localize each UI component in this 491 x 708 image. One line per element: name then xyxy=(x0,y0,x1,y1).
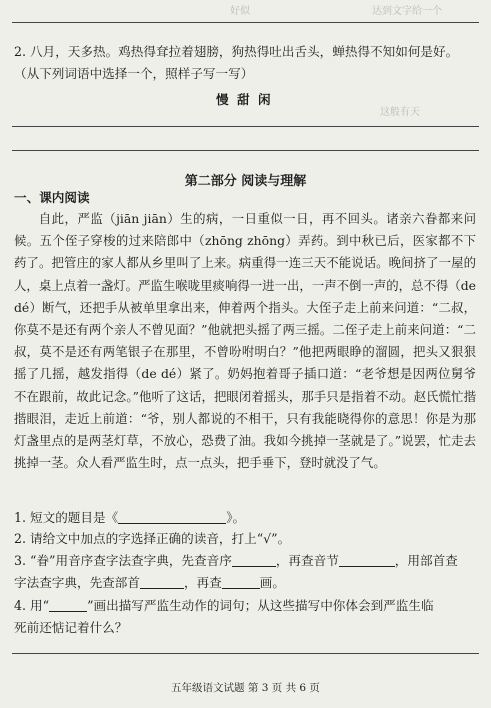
question-4-line1 xyxy=(14,598,434,614)
page-footer: 五年级语文试题 第 3 页 共 6 页 xyxy=(171,682,320,694)
answer-line xyxy=(12,653,479,654)
word-choices: 慢 甜 闲 xyxy=(216,92,273,107)
q3-part-e: ，再查 xyxy=(183,575,222,590)
answer-blank[interactable] xyxy=(339,554,395,567)
question-2-instruction: （从下列词语中选择一个，照样子写一写） xyxy=(14,66,254,81)
answer-blank[interactable] xyxy=(118,511,226,524)
q4-part-a: 4. 用“ xyxy=(14,598,50,613)
q3-part-c: ，用部首查 xyxy=(394,553,458,568)
question-2-reading: 2. 请给文中加点的字选择正确的读音，打上“√”。 xyxy=(14,531,291,546)
answer-line xyxy=(12,126,479,127)
answer-blank[interactable] xyxy=(49,599,87,612)
question-1 xyxy=(14,510,245,526)
bleed-through-text: 好似 xyxy=(230,6,250,17)
answer-line xyxy=(12,150,479,151)
answer-blank[interactable] xyxy=(222,576,260,589)
question-2-prompt: 2. 八月，天多热。鸡热得耷拉着翅膀，狗热得吐出舌头，蝉热得不知如何是好。 xyxy=(14,44,459,59)
q3-part-d: 字法查字典，先查部首 xyxy=(14,575,140,590)
q3-part-a: 3. “眷”用音序查字法查字典，先查音序 xyxy=(14,553,232,568)
answer-blank[interactable] xyxy=(232,554,276,567)
subsection-heading: 一、课内阅读 xyxy=(14,190,90,205)
q1-suffix: 》。 xyxy=(226,510,246,525)
question-4-line2: 死前还惦记着什么？ xyxy=(14,620,128,635)
bleed-through-text: 达到文字给一个 xyxy=(372,6,442,17)
answer-line xyxy=(12,22,479,23)
question-3-line1 xyxy=(14,553,458,569)
reading-passage: 自此，严监（jiān jiān）生的病，一日重似一日，再不回头。诸亲六眷都来问候。五个侄子穿梭的过来陪郎中（zhōng zhōng）弄药。到中秋已后，医家都不下药了。把管庄的家人都从乡里叫了上来。病重得一连三天不能说话。晚间挤了一屋的人，桌上点着一盏灯。严监生喉咙里痰响得一进一出，一声不倒一声的，总不得（de dé）断气，还把手从被单里拿出来，伸着两个指头。大侄子走上前来问道：“二叔，你莫不是还有两个亲人不曾见面？”他就把头摇了两三摇。二侄子走上前来问道：“二叔，莫不是还有两笔银子在那里，不曾吩咐明白？”他把两眼睁的溜圆，把头又狠狠摇了几摇，越发指得（de dé）紧了。奶妈抱着哥子插口道：“老爷想是因两位舅爷不在跟前，故此记念。”他听了这话，把眼闭着摇头，那手只是指着不动。赵氏慌忙揩揩眼泪，走近上前道：“爷，别人都说的不相干，只有我能晓得你的意思！你是为那灯盏里点的是两茎灯草，不放心，恐费了油。我如今挑掉一茎就是了。”说罢，忙走去挑掉一茎。众人看严监生时，点一点头，把手垂下，登时就没了气。 xyxy=(14,211,476,471)
section-title: 第二部分 阅读与理解 xyxy=(184,174,307,189)
answer-blank[interactable] xyxy=(140,576,184,589)
q3-part-f: 画。 xyxy=(259,575,285,590)
q4-part-b: ”画出描写严监生动作的词句；从这些描写中你体会到严监生临 xyxy=(87,598,434,613)
bleed-through-text: 这般有天 xyxy=(380,107,420,118)
q3-part-b: ，再查音节 xyxy=(275,553,339,568)
question-3-line2 xyxy=(14,575,285,591)
q1-prefix: 1. 短文的题目是《 xyxy=(14,510,119,525)
